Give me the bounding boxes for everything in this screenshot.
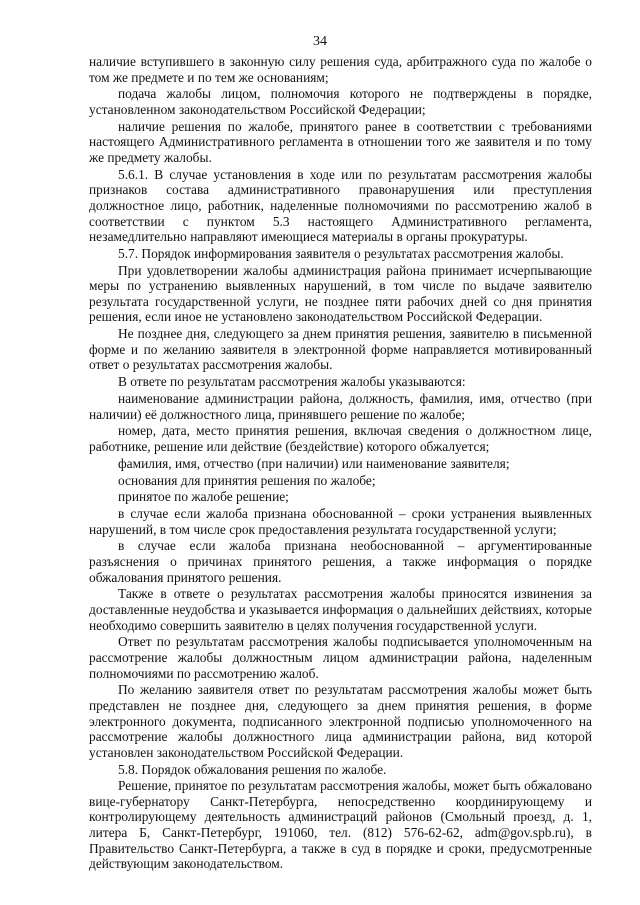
paragraph-unconfirmed-authority: подача жалобы лицом, полномочия которого не подтверждены в порядке, установленном законодательством Российской Федерации;: [89, 86, 592, 117]
paragraph-prior-decision: наличие решения по жалобе, принятого ранее в соответствии с требованиями настоящего Административного регламента в отношении того же заявителя и по тому же предмету жалобы.: [89, 118, 592, 165]
list-item-decision-number: номер, дата, место принятия решения, включая сведения о должностном лице, работнике, решение или действие (бездействие) которого обжалуется;: [89, 423, 592, 454]
paragraph-electronic-answer: По желанию заявителя ответ по результатам рассмотрения жалобы может быть представлен не позднее дня, следующего за днем принятия решения, в форме электронного документа, подписанного электронной подписью уполномоченного на рассмотрение жалобы должностного лица администрации района, вид которой установлен законодательством Российской Федерации.: [89, 682, 592, 760]
page-number: 34: [313, 34, 327, 49]
paragraph-complaint-satisfied: При удовлетворении жалобы администрация района принимает исчерпывающие меры по устранению выявленных нарушений, в том числе по выдаче заявителю результата государственной услуги, не позднее пяти рабочих дней со дня принятия решения, если иное не установлено законодательством Российской Федерации.: [89, 262, 592, 325]
paragraph-appeal-procedure: Решение, принятое по результатам рассмотрения жалобы, может быть обжаловано вице-губернатору Санкт-Петербурга, непосредственно координирующему и контролирующему деятельность администраций районов (Смольный проезд, д. 1, литера Б, Санкт-Петербург, 191060, тел. (812) 576-62-62, adm@gov.spb.ru), в Правительство Санкт-Петербурга, а также в суд в порядке и сроки, предусмотренные действующим законодательством.: [89, 778, 592, 872]
list-item-applicant-name: фамилия, имя, отчество (при наличии) или наименование заявителя;: [118, 455, 510, 471]
list-item-unjustified-complaint: в случае если жалоба признана необоснованной – аргументированные разъяснения о причинах принятого решения, а также информация о порядке обжалования принятого решения.: [89, 538, 592, 585]
paragraph-5-6-1: 5.6.1. В случае установления в ходе или по результатам рассмотрения жалобы признаков состава административного правонарушения или преступления должностное лицо, работник, наделенные полномочиями по рассмотрению жалоб в соответствии с пунктом 5.3 настоящего Административного регламента, незамедлительно направляют имеющиеся материалы в органы прокуратуры.: [89, 166, 592, 245]
paragraph-answer-contents-intro: В ответе по результатам рассмотрения жалобы указываются:: [118, 374, 466, 390]
list-item-justified-complaint: в случае если жалоба признана обоснованной – сроки устранения выявленных нарушений, в том числе срок предоставления результата государственной услуги;: [89, 506, 592, 537]
paragraph-answer-signature: Ответ по результатам рассмотрения жалобы подписывается уполномоченным на рассмотрение жалобы должностным лицом администрации района, наделенным полномочиями по рассмотрению жалоб.: [89, 634, 592, 681]
list-item-decision: принятое по жалобе решение;: [118, 489, 289, 505]
paragraph-reasoned-answer: Не позднее дня, следующего за днем принятия решения, заявителю в письменной форме и по желанию заявителя в электронной форме направляется мотивированный ответ о результатах рассмотрения жалобы.: [89, 326, 592, 373]
list-item-administration-name: наименование администрации района, должность, фамилия, имя, отчество (при наличии) её должностного лица, принявшего решение по жалобе;: [89, 390, 592, 422]
list-item-grounds: основания для принятия решения по жалобе;: [118, 472, 376, 488]
paragraph-apologies: Также в ответе о результатах рассмотрения жалобы приносятся извинения за доставленные неудобства и указывается информация о дальнейших действиях, которые необходимо совершить заявителю в целях получения государственной услуги.: [89, 586, 592, 633]
section-heading-5-8: 5.8. Порядок обжалования решения по жалобе.: [118, 761, 387, 777]
document-body: [89, 54, 592, 873]
section-heading-5-7: 5.7. Порядок информирования заявителя о результатах рассмотрения жалобы.: [118, 245, 564, 261]
paragraph-court-decision: наличие вступившего в законную силу решения суда, арбитражного суда по жалобе о том же предмете и по тем же основаниям;: [89, 54, 592, 85]
